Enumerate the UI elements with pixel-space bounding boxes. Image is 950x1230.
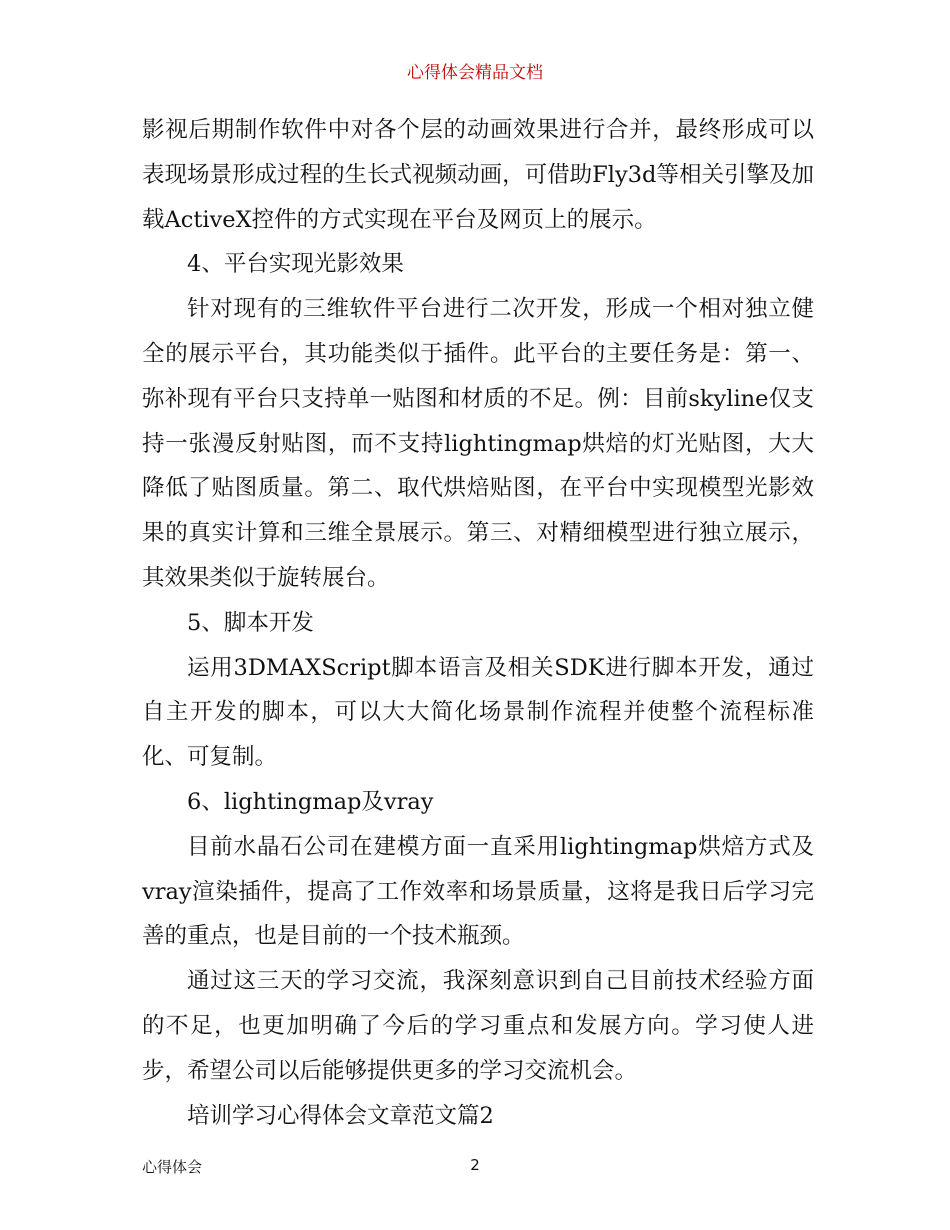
paragraph-lightingmap-vray: 目前水晶石公司在建模方面一直采用lightingmap烘焙方式及vray渲染插件，提高了工作效率和场景质量，这将是我日后学习完善的重点，也是目前的一个技术瓶颈。 [142, 833, 814, 950]
paragraph-platform-lighting: 针对现有的三维软件平台进行二次开发，形成一个相对独立健全的展示平台，其功能类似于插件。此平台的主要任务是：第一、弥补现有平台只支持单一贴图和材质的不足。例：目前skyline仅支持一张漫反射贴图，而不支持lightingmap烘焙的灯光贴图，大大降低了贴图质量。第二、取代烘焙贴图，在平台中实现模型光影效果的真实计算和三维全景展示。第三、对精细模型进行独立展示，其效果类似于旋转展台。 [142, 296, 814, 591]
document-body [142, 108, 814, 1138]
paragraph-conclusion: 通过这三天的学习交流，我深刻意识到自己目前技术经验方面的不足，也更加明确了今后的学习重点和发展方向。学习使人进步，希望公司以后能够提供更多的学习交流机会。 [142, 968, 814, 1084]
footer-label: 心得体会 [142, 1158, 203, 1176]
document-header-title: 心得体会精品文档 [407, 63, 543, 83]
section-heading-6: 6、lightingmap及vray [187, 788, 434, 815]
section-heading-5: 5、脚本开发 [187, 609, 314, 636]
paragraph-script-dev: 运用3DMAXScript脚本语言及相关SDK进行脚本开发，通过自主开发的脚本，可以大大简化场景制作流程并使整个流程标准化、可复制。 [142, 654, 814, 771]
paragraph-continuation: 影视后期制作软件中对各个层的动画效果进行合并，最终形成可以表现场景形成过程的生长式视频动画，可借助Fly3d等相关引擎及加载ActiveX控件的方式实现在平台及网页上的展示。 [142, 117, 814, 233]
section-heading-4: 4、平台实现光影效果 [187, 251, 404, 278]
page-number: 2 [470, 1156, 480, 1174]
next-article-title: 培训学习心得体会文章范文篇2 [187, 1102, 494, 1129]
